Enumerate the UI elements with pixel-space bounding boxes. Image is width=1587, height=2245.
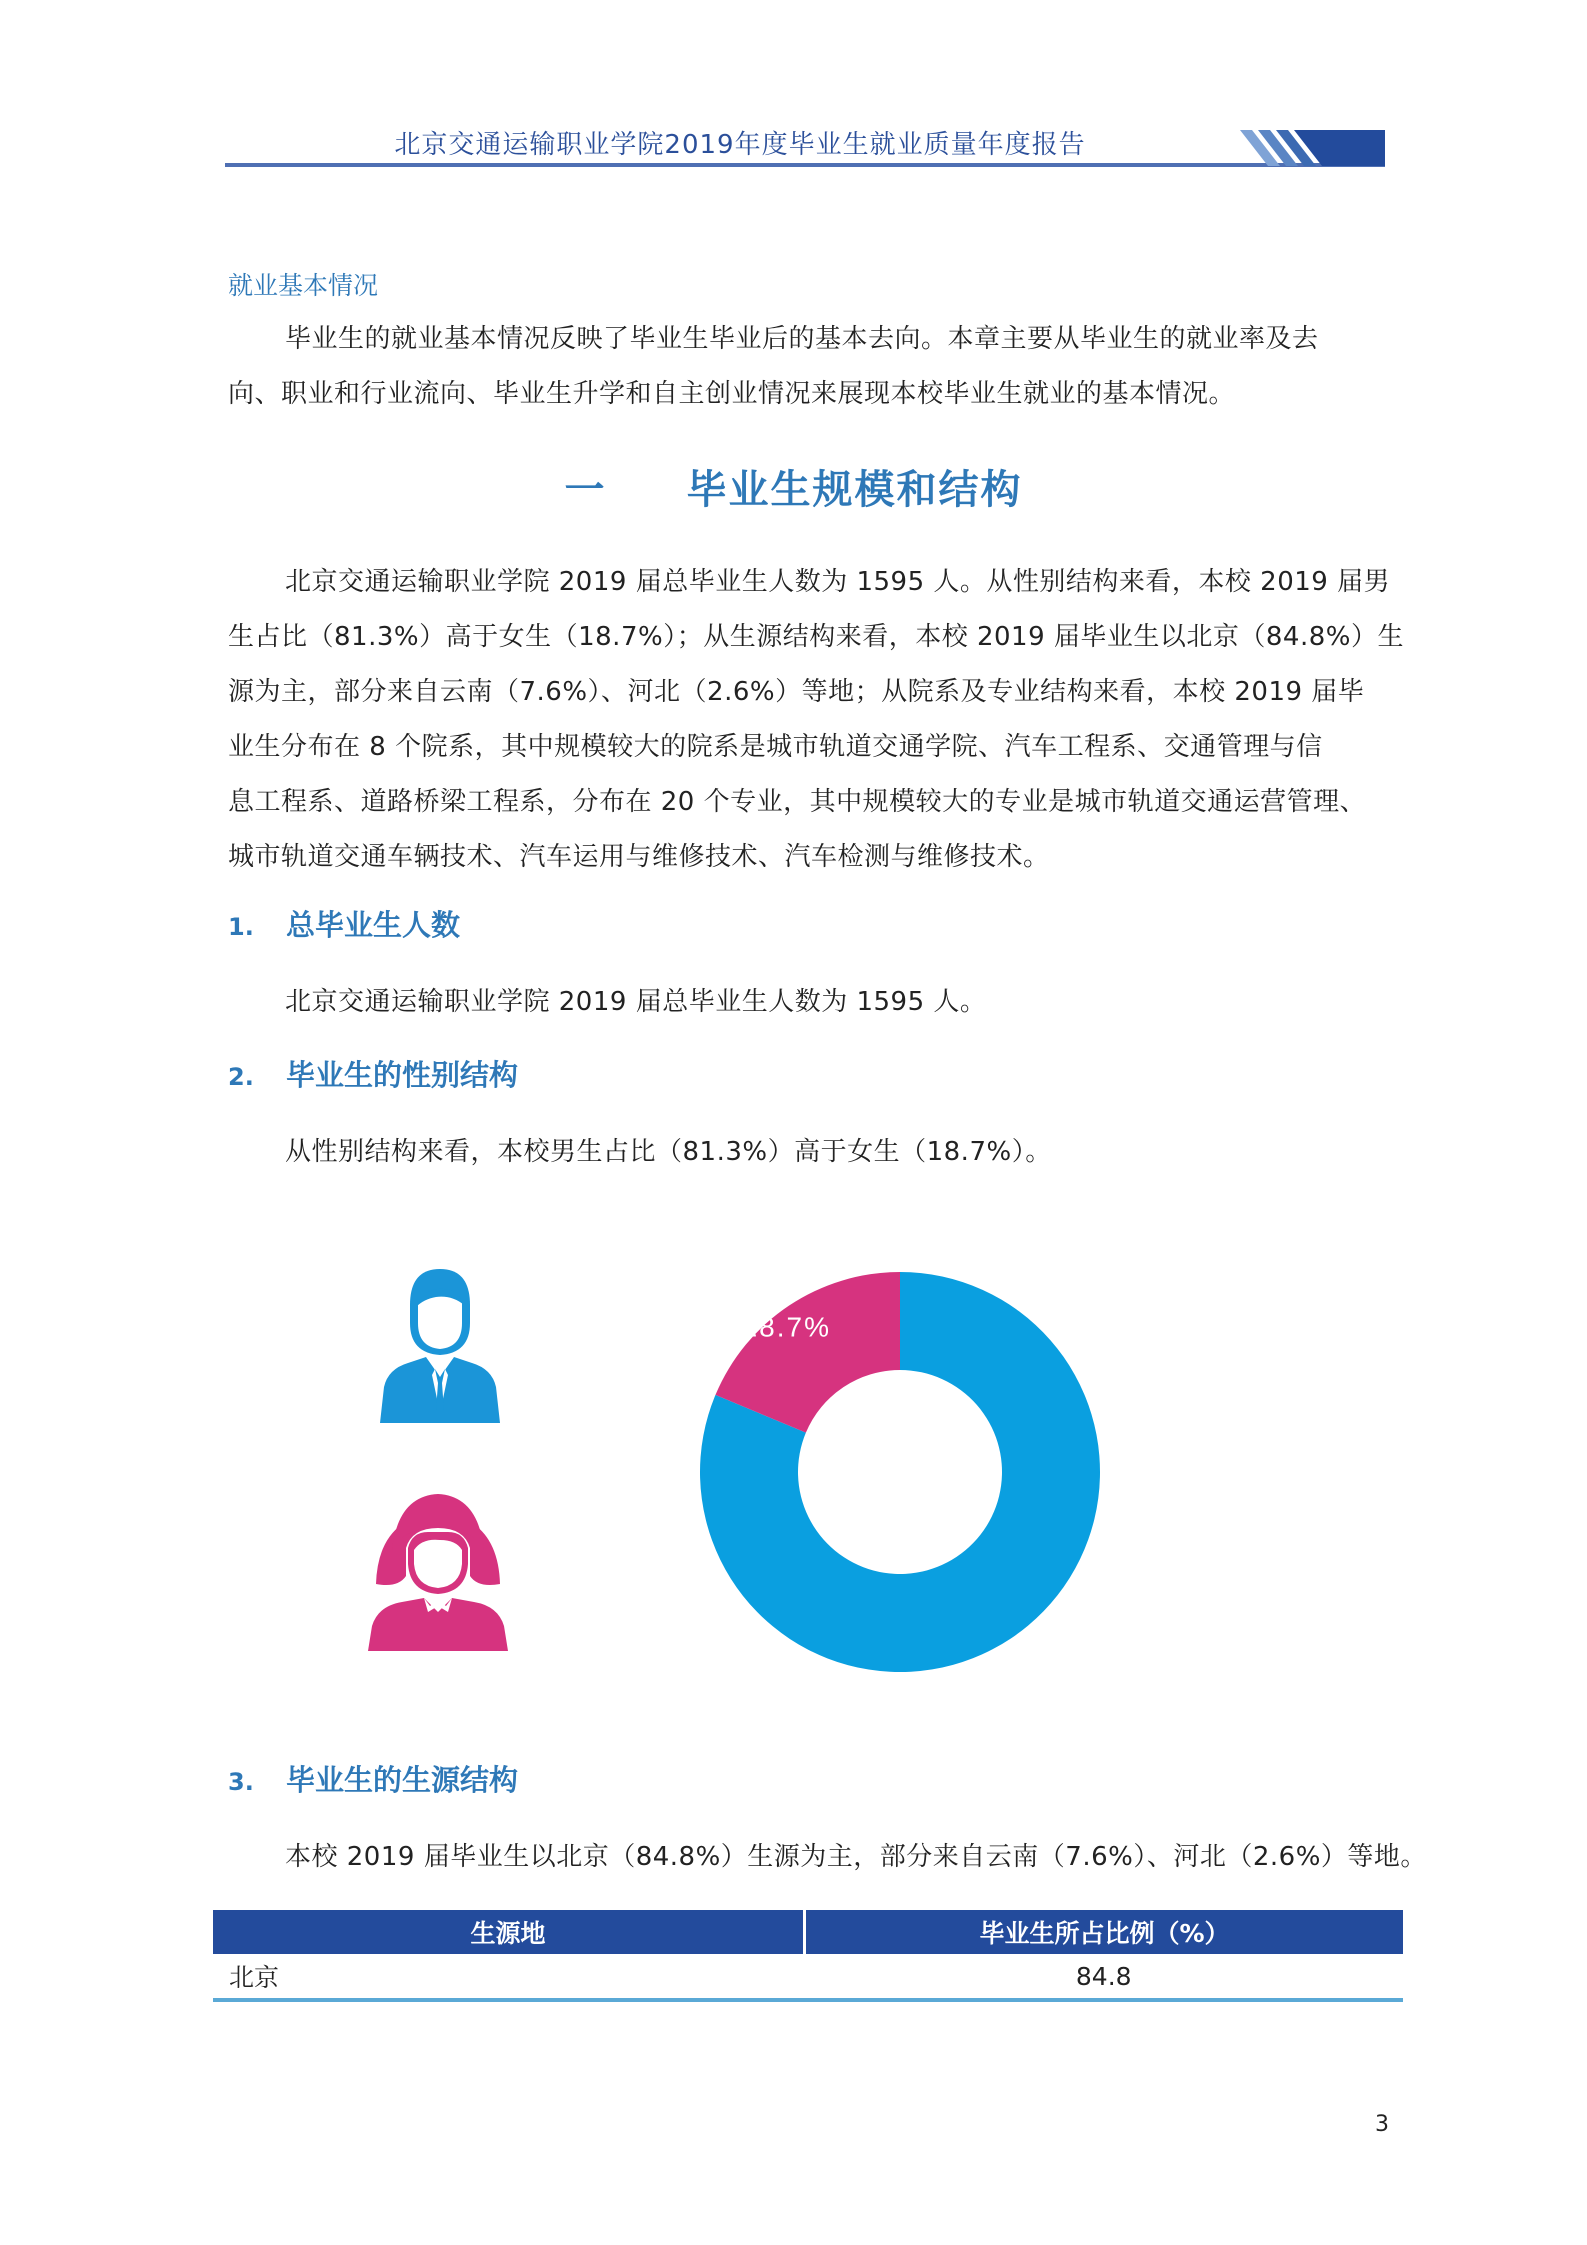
section-1-heading <box>228 903 460 944</box>
chapter-title <box>0 458 1587 515</box>
section-2-heading <box>228 1053 518 1094</box>
summary-line-5: 息工程系、道路桥梁工程系，分布在 20 个专业，其中规模较大的专业是城市轨道交通运营管理、 <box>228 787 1367 817</box>
section-2-text: 从性别结构来看，本校男生占比（81.3%）高于女生（18.7%）。 <box>285 1137 1052 1167</box>
summary-line-1: 北京交通运输职业学院 2019 届总毕业生人数为 1595 人。从性别结构来看，本校 2019 届男 <box>285 567 1391 597</box>
section-3-text: 本校 2019 届毕业生以北京（84.8%）生源为主，部分来自云南（7.6%）、河北（2.6%）等地。 <box>285 1842 1427 1872</box>
intro-line-2: 向、职业和行业流向、毕业生升学和自主创业情况来展现本校毕业生就业的基本情况。 <box>228 379 1236 409</box>
chapter-title-text: 毕业生规模和结构 <box>686 467 1023 513</box>
header-stripe-decoration <box>1240 130 1385 166</box>
section-1-text: 北京交通运输职业学院 2019 届总毕业生人数为 1595 人。 <box>285 987 987 1017</box>
male-person-icon <box>380 1265 500 1425</box>
pie-label-female: 18.7% <box>741 1311 832 1343</box>
summary-line-2: 生占比（81.3%）高于女生（18.7%）；从生源结构来看，本校 2019 届毕业生以北京（84.8%）生 <box>228 622 1404 652</box>
intro-line-1: 毕业生的就业基本情况反映了毕业生毕业后的基本去向。本章主要从毕业生的就业率及去 <box>285 324 1319 354</box>
table-cell-place: 北京 <box>213 1954 805 2000</box>
document-header-title: 北京交通运输职业学院2019年度毕业生就业质量年度报告 <box>394 130 1086 160</box>
section-1-title: 总毕业生人数 <box>286 908 461 942</box>
summary-line-6: 城市轨道交通车辆技术、汽车运用与维修技术、汽车检测与维修技术。 <box>228 842 1050 872</box>
female-person-icon <box>368 1488 508 1653</box>
page-number: 3 <box>1375 2112 1389 2137</box>
section-3-title: 毕业生的生源结构 <box>286 1763 519 1797</box>
table-row <box>213 1954 1403 2000</box>
section-3-number: 3. <box>228 1768 254 1796</box>
header-divider <box>225 163 1385 167</box>
summary-line-3: 源为主，部分来自云南（7.6%）、河北（2.6%）等地；从院系及专业结构来看，本校 2019 届毕 <box>228 677 1365 707</box>
section-3-heading <box>228 1758 518 1799</box>
table-header-ratio: 毕业生所占比例（%） <box>805 1910 1404 1954</box>
table-cell-value: 84.8 <box>805 1954 1404 2000</box>
gender-donut-chart <box>690 1262 1110 1682</box>
chapter-number: 一 <box>564 467 607 513</box>
section-label: 就业基本情况 <box>228 271 379 300</box>
table-header-row <box>213 1910 1403 1954</box>
pie-label-male: 81.3% <box>978 1652 1069 1682</box>
section-2-number: 2. <box>228 1063 254 1091</box>
source-region-table <box>213 1910 1403 2002</box>
section-1-number: 1. <box>228 913 254 941</box>
table-header-place: 生源地 <box>213 1910 805 1954</box>
section-2-title: 毕业生的性别结构 <box>286 1058 519 1092</box>
summary-line-4: 业生分布在 8 个院系，其中规模较大的院系是城市轨道交通学院、汽车工程系、交通管理与信 <box>228 732 1323 762</box>
